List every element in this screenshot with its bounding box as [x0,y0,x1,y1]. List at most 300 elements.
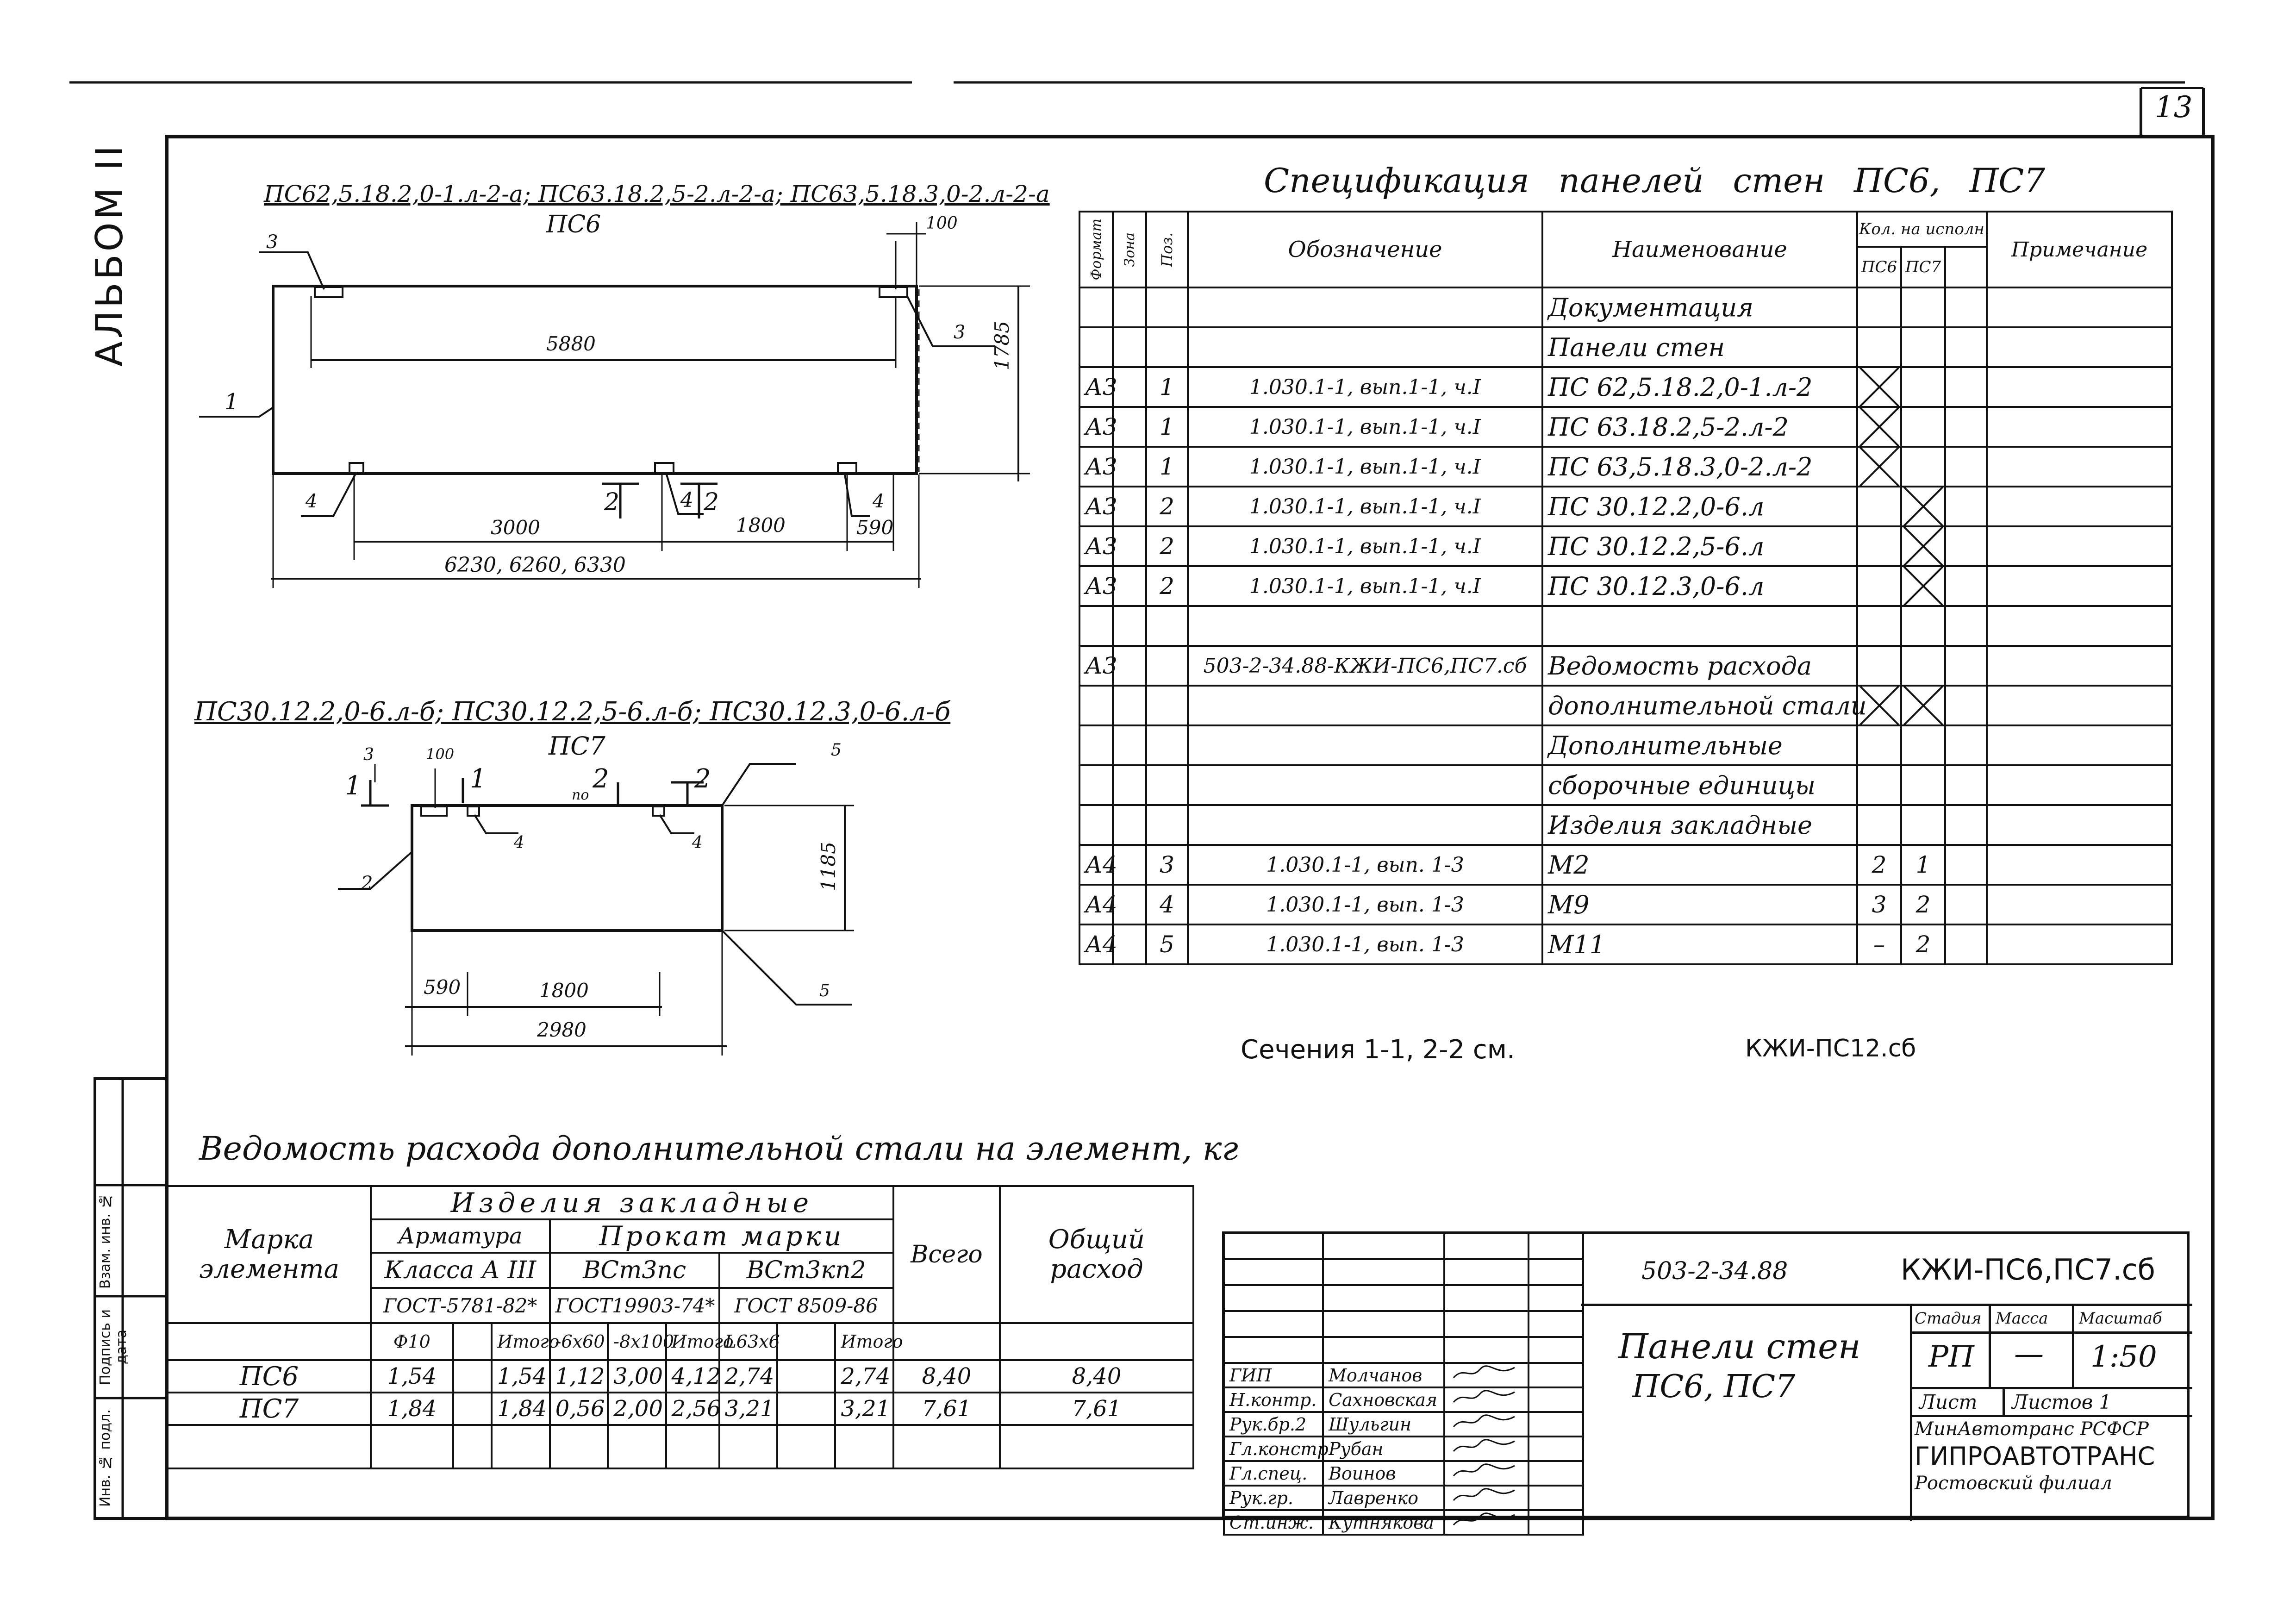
steel-cell: 1,54 [371,1360,453,1393]
spec-cell-note [1987,686,2172,725]
spec-cell-note [1987,287,2172,327]
tb-blank-cell [1224,1311,1323,1337]
ps6-dim-total: 6230, 6260, 6330 [444,553,626,577]
spec-cell-note [1987,885,2172,924]
tb-role: Рук.бр.2 [1224,1412,1323,1437]
tb-person-row [1224,1387,1583,1412]
ps6-leader-4a: 4 [306,491,318,512]
side-stamp-replace: Взам. инв. № [97,1193,113,1289]
spec-cell-pos [1146,646,1188,686]
ps6-leader-3b: 3 [954,322,966,343]
spec-cell-note [1987,924,2172,964]
tb-org2: ГИПРОАВТОТРАНС [1915,1442,2155,1471]
spec-cell-name: ПС 63,5.18.3,0-2.л-2 [1542,447,1857,487]
spec-cell-q2 [1901,725,1945,765]
ps6-drawing [199,222,1030,588]
tb-person-row [1224,1437,1583,1461]
spec-cell-q3 [1945,805,1987,845]
ps7-leader-4b: 4 [692,833,703,852]
spec-cell-format: А3 [1079,487,1113,526]
spec-cell-zone [1113,566,1146,606]
spec-cell-zone [1113,765,1146,805]
spec-cell-q2: 2 [1901,924,1945,964]
tb-signature [1444,1412,1529,1437]
tb-person-row [1224,1412,1583,1437]
spec-cell-q2 [1901,367,1945,407]
tb-date [1529,1461,1583,1486]
ps7-leader-5a: 5 [831,741,842,760]
page-number: 13 [2155,90,2193,125]
tb-code: 503-2-34.88 [1641,1257,1788,1285]
spec-row [1079,885,2172,924]
spec-cell-designation [1188,327,1542,367]
spec-cell-designation: 1.030.1-1, вып.1-1, ч.I [1188,526,1542,566]
spec-cell-format [1079,725,1113,765]
ps7-leader-5b: 5 [819,981,830,1000]
ps6-name: ПС6 [546,211,601,238]
ps6-dim-590: 590 [856,516,894,539]
tb-person-name: Лавренко [1323,1486,1444,1510]
spec-cell-q2 [1901,606,1945,646]
spec-cell-q1-cross [1857,367,1901,407]
tb-role: Н.контр. [1224,1387,1323,1412]
side-stamp-inv: Инв. № подл. [97,1409,113,1507]
steel-col-overall-blank [1000,1323,1193,1360]
steel-h-prokat: Прокат марки [550,1219,893,1253]
spec-cell-name: Дополнительные [1542,725,1857,765]
spec-row [1079,447,2172,487]
tb-date [1529,1486,1583,1510]
spec-cell-note [1987,606,2172,646]
tb-role: ГИП [1224,1363,1323,1387]
steel-cell: 8,40 [1000,1360,1193,1393]
spec-cell-zone [1113,287,1146,327]
spec-cell-designation: 1.030.1-1, вып.1-1, ч.I [1188,487,1542,526]
spec-cell-format [1079,686,1113,725]
tb-blank-cell [1323,1259,1444,1285]
ps7-cut-2a: 2 [593,764,609,794]
spec-cell-q1 [1857,765,1901,805]
spec-row [1079,805,2172,845]
spec-cell-q2-cross [1901,487,1945,526]
steel-cell: 4,12 [666,1360,719,1393]
tb-signature [1444,1363,1529,1387]
spec-cell-pos [1146,686,1188,725]
steel-row-mark: ПС7 [168,1393,371,1425]
spec-row [1079,367,2172,407]
ps7-dim-590: 590 [424,976,461,999]
spec-cell-designation: 1.030.1-1, вып. 1-3 [1188,885,1542,924]
tb-person-name: Сахновская [1323,1387,1444,1412]
tb-blank-cell [1529,1233,1583,1259]
spec-cell-pos: 1 [1146,367,1188,407]
spec-cell-note [1987,447,2172,487]
tb-title1: Панели стен [1618,1327,1861,1367]
album-label: АЛЬБОМ II [88,143,131,367]
spec-cell-format: А3 [1079,646,1113,686]
steel-cell: 1,84 [492,1393,549,1425]
spec-table [1079,211,2173,965]
spec-cell-q3 [1945,885,1987,924]
ps7-panel-outline [412,806,722,931]
spec-cell-pos: 1 [1146,447,1188,487]
spec-row [1079,487,2172,526]
spec-cell-q2: 1 [1901,845,1945,885]
spec-cell-q1: – [1857,924,1901,964]
spec-row [1079,646,2172,686]
ps6-dim-100: 100 [926,214,958,233]
steel-title: Ведомость расхода дополнительной стали на элемент, кг [199,1130,1238,1168]
spec-cell-format: А3 [1079,526,1113,566]
spec-h-note: Примечание [1987,212,2172,287]
ps7-cut-2b: 2 [694,764,711,794]
spec-cell-designation [1188,686,1542,725]
spec-cell-format [1079,765,1113,805]
tb-blank-cell [1224,1285,1323,1311]
spec-cell-note [1987,367,2172,407]
spec-cell-designation: 1.030.1-1, вып.1-1, ч.I [1188,447,1542,487]
spec-cell-q1 [1857,725,1901,765]
ps6-leader-4b: 4 [873,491,885,512]
spec-cell-note [1987,566,2172,606]
spec-cell-designation [1188,805,1542,845]
spec-cell-q2 [1901,407,1945,447]
spec-cell-pos: 4 [1146,885,1188,924]
spec-cell-designation [1188,287,1542,327]
spec-cell-format: А4 [1079,885,1113,924]
spec-cell-name: Изделия закладные [1542,805,1857,845]
spec-cell-note [1987,765,2172,805]
spec-cell-name: Ведомость расхода [1542,646,1857,686]
side-stamp-sign: Подпись и дата [97,1309,130,1385]
spec-title: Спецификация панелей стен ПС6, ПС7 [1264,161,2046,200]
tb-role: Ст.инж. [1224,1510,1323,1535]
spec-cell-name: ПС 30.12.3,0-6.л [1542,566,1857,606]
ps7-leader-2: 2 [361,873,373,894]
tb-role: Гл.спец. [1224,1461,1323,1486]
steel-cell: 3,00 [608,1360,666,1393]
steel-row-mark: ПС6 [168,1360,371,1393]
tb-date [1529,1363,1583,1387]
spec-cell-format: А3 [1079,566,1113,606]
spec-cell-name: ПС 63.18.2,5-2.л-2 [1542,407,1857,447]
ps7-dim-height: 1185 [817,842,840,891]
steel-h-class: Класса А III [371,1253,550,1288]
ps6-leader-3a: 3 [266,231,278,253]
spec-cell-note [1987,845,2172,885]
spec-cell-format: А3 [1079,447,1113,487]
steel-h-total: Всего [893,1186,1000,1323]
tb-blank-cell [1444,1285,1529,1311]
spec-cell-zone [1113,526,1146,566]
spec-cell-designation [1188,606,1542,646]
steel-h-vst3ps: ВСт3пс [550,1253,719,1288]
spec-cell-note [1987,805,2172,845]
spec-cell-format [1079,805,1113,845]
tb-person-name: Воинов [1323,1461,1444,1486]
spec-cell-designation [1188,765,1542,805]
spec-cell-pos [1146,287,1188,327]
tb-role: Гл.констр [1224,1437,1323,1461]
ps7-dim-1800: 1800 [539,979,589,1002]
tb-blank-cell [1444,1337,1529,1363]
tb-blank-cell [1323,1285,1444,1311]
spec-cell-q1 [1857,487,1901,526]
steel-cell: 7,61 [1000,1393,1193,1425]
tb-person-name: Шульгин [1323,1412,1444,1437]
tb-blank-cell [1529,1285,1583,1311]
spec-cell-zone [1113,725,1146,765]
spec-header-row [1079,212,2172,247]
spec-cell-q1-cross [1857,686,1901,725]
steel-h-arm: Арматура [371,1219,550,1253]
spec-cell-q3 [1945,447,1987,487]
tb-person-name: Рубан [1323,1437,1444,1461]
tb-date [1529,1412,1583,1437]
spec-cell-q1: 2 [1857,845,1901,885]
spec-cell-q3 [1945,646,1987,686]
tb-date [1529,1437,1583,1461]
steel-cell: 3,21 [835,1393,893,1425]
spec-cell-q1-cross [1857,407,1901,447]
ps6-marks: ПС62,5.18.2,0-1.л-2-а; ПС63.18.2,5-2.л-2-а; ПС63,5.18.3,0-2.л-2-а [264,181,1050,207]
spec-cell-pos [1146,805,1188,845]
spec-cell-zone [1113,686,1146,725]
spec-cell-q2 [1901,765,1945,805]
spec-cell-name: Документация [1542,287,1857,327]
spec-cell-format [1079,606,1113,646]
steel-cell [777,1360,835,1393]
tb-role: Рук.гр. [1224,1486,1323,1510]
spec-cell-note [1987,487,2172,526]
spec-cell-name: Панели стен [1542,327,1857,367]
ps7-cut-po: по [572,787,589,803]
spec-cell-q1 [1857,606,1901,646]
steel-row [168,1393,1193,1425]
ps7-leader-3: 3 [363,745,374,764]
tb-signature [1444,1461,1529,1486]
spec-h-name: Наименование [1542,212,1857,287]
tb-person-row [1224,1510,1583,1535]
spec-cell-q1 [1857,566,1901,606]
spec-cell-q2-cross [1901,566,1945,606]
tb-person-row [1224,1486,1583,1510]
steel-cell: 3,21 [719,1393,777,1425]
ps7-cut-1b: 1 [470,764,487,794]
spec-cell-q3 [1945,924,1987,964]
steel-cell [453,1393,492,1425]
spec-cell-format: А4 [1079,845,1113,885]
ps6-leader-1: 1 [225,389,239,415]
spec-cell-q2 [1901,646,1945,686]
tb-scale: 1:50 [2090,1340,2157,1374]
steel-cell [777,1393,835,1425]
spec-cell-zone [1113,885,1146,924]
steel-h-items: Изделия закладные [371,1186,893,1219]
spec-row [1079,845,2172,885]
spec-cell-q3 [1945,686,1987,725]
spec-cell-pos: 3 [1146,845,1188,885]
spec-cell-q1: 3 [1857,885,1901,924]
ps7-dim-total: 2980 [537,1018,586,1041]
ps7-dim-100: 100 [426,745,455,763]
spec-cell-zone [1113,407,1146,447]
steel-cell: 2,74 [719,1360,777,1393]
spec-cell-zone [1113,805,1146,845]
spec-cell-q3 [1945,407,1987,447]
tb-blank-cell [1323,1337,1444,1363]
spec-cell-designation: 503-2-34.88-КЖИ-ПС6,ПС7.сб [1188,646,1542,686]
spec-cell-format [1079,327,1113,367]
ps7-drawing [338,764,854,1056]
steel-cell: 1,84 [371,1393,453,1425]
spec-cell-note [1987,725,2172,765]
steel-col-3: -6х60 [550,1323,608,1360]
spec-row [1079,566,2172,606]
tb-blank-cell [1224,1233,1323,1259]
tb-title2: ПС6, ПС7 [1632,1368,1796,1405]
steel-col-5: Итого [666,1323,719,1360]
title-block-people [1223,1232,1584,1536]
tb-person-name: Кутнякова [1323,1510,1444,1535]
spec-cell-q2 [1901,447,1945,487]
spec-row [1079,526,2172,566]
spec-cell-designation: 1.030.1-1, вып. 1-3 [1188,924,1542,964]
tb-signature [1444,1510,1529,1535]
steel-cell: 7,61 [893,1393,1000,1425]
spec-cell-q2-cross [1901,686,1945,725]
ps7-leader-4a: 4 [514,833,524,852]
steel-cell: 0,56 [550,1393,608,1425]
spec-cell-q2 [1901,327,1945,367]
spec-cell-pos: 5 [1146,924,1188,964]
spec-cell-pos [1146,725,1188,765]
tb-blank-cell [1444,1233,1529,1259]
steel-cell: 1,12 [550,1360,608,1393]
spec-cell-q3 [1945,287,1987,327]
spec-cell-format [1079,287,1113,327]
steel-cell: 1,54 [492,1360,549,1393]
tb-org3: Ростовский филиал [1915,1473,2112,1494]
steel-col-1 [453,1323,492,1360]
steel-col-7 [777,1323,835,1360]
spec-h-zone: Зона [1121,232,1138,267]
spec-cell-zone [1113,327,1146,367]
spec-row [1079,765,2172,805]
tb-person-row [1224,1461,1583,1486]
spec-cell-zone [1113,487,1146,526]
steel-col-total-blank [893,1323,1000,1360]
spec-h-format: Формат [1088,219,1104,281]
spec-cell-pos: 2 [1146,487,1188,526]
spec-cell-q3 [1945,526,1987,566]
spec-cell-pos: 2 [1146,566,1188,606]
spec-cell-q2 [1901,805,1945,845]
spec-cell-q3 [1945,765,1987,805]
spec-row [1079,686,2172,725]
tb-blank-cell [1323,1311,1444,1337]
spec-cell-q2: 2 [1901,885,1945,924]
spec-h-designation: Обозначение [1188,212,1542,287]
spec-cell-q2 [1901,287,1945,327]
steel-col-6: L63х6 [719,1323,777,1360]
tb-blank-cell [1529,1337,1583,1363]
steel-h-gost3: ГОСТ 8509-86 [719,1288,893,1323]
tb-blank-cell [1224,1259,1323,1285]
tb-blank-cell [1323,1233,1444,1259]
steel-h-gost2: ГОСТ19903-74* [550,1288,719,1323]
tb-signature [1444,1387,1529,1412]
title-block [1222,1231,2190,1533]
spec-cell-q3 [1945,566,1987,606]
spec-cell-name: М9 [1542,885,1857,924]
steel-h-gost1: ГОСТ-5781-82* [371,1288,550,1323]
steel-cell: 2,00 [608,1393,666,1425]
spec-cell-name: дополнительной стали [1542,686,1857,725]
tb-signature [1444,1437,1529,1461]
tb-org1: МинАвтотранс РСФСР [1915,1418,2149,1440]
spec-cell-q1 [1857,526,1901,566]
spec-cell-format: А3 [1079,367,1113,407]
spec-cell-designation [1188,725,1542,765]
ps6-dim-5880: 5880 [546,332,596,355]
spec-cell-zone [1113,646,1146,686]
spec-row [1079,287,2172,327]
spec-cell-format: А3 [1079,407,1113,447]
spec-cell-name: ПС 30.12.2,0-6.л [1542,487,1857,526]
spec-cell-note [1987,526,2172,566]
ps7-name: ПС7 [549,731,605,761]
spec-cell-zone [1113,845,1146,885]
steel-col-4: -8х100 [608,1323,666,1360]
spec-cell-q2-cross [1901,526,1945,566]
ps7-marks: ПС30.12.2,0-6.л-б; ПС30.12.2,5-6.л-б; ПС30.12.3,0-6.л-б [194,697,951,727]
spec-cell-q3 [1945,845,1987,885]
spec-cell-q3 [1945,367,1987,407]
spec-cell-note [1987,327,2172,367]
steel-h-vst3kp2: ВСт3кп2 [719,1253,893,1288]
steel-table [167,1185,1194,1469]
spec-row [1079,327,2172,367]
spec-cell-name: М11 [1542,924,1857,964]
spec-cell-q3 [1945,725,1987,765]
spec-row [1079,924,2172,964]
tb-blank-cell [1224,1337,1323,1363]
steel-cell: 8,40 [893,1360,1000,1393]
tb-signature [1444,1486,1529,1510]
spec-cell-zone [1113,367,1146,407]
spec-h-qty-ps6: ПС6 [1857,247,1901,287]
spec-section-note: Сечения 1-1, 2-2 см. [1241,1035,1515,1065]
spec-cell-designation: 1.030.1-1, вып. 1-3 [1188,845,1542,885]
spec-cell-q3 [1945,487,1987,526]
spec-cell-q1-cross [1857,447,1901,487]
ps6-dim-1800: 1800 [736,514,786,537]
spec-section-ref: КЖИ-ПС12.сб [1745,1035,1916,1062]
tb-mass: — [2014,1337,2044,1371]
spec-cell-designation: 1.030.1-1, вып.1-1, ч.I [1188,407,1542,447]
tb-scale-h: Масштаб [2079,1309,2162,1328]
spec-cell-name: ПС 62,5.18.2,0-1.л-2 [1542,367,1857,407]
spec-h-pos: Поз. [1158,232,1176,267]
steel-cell: 2,56 [666,1393,719,1425]
spec-cell-designation: 1.030.1-1, вып.1-1, ч.I [1188,367,1542,407]
spec-cell-zone [1113,924,1146,964]
spec-cell-pos: 1 [1146,407,1188,447]
ps6-panel-outline [273,286,917,474]
steel-col-8: Итого [835,1323,893,1360]
spec-cell-name: М2 [1542,845,1857,885]
